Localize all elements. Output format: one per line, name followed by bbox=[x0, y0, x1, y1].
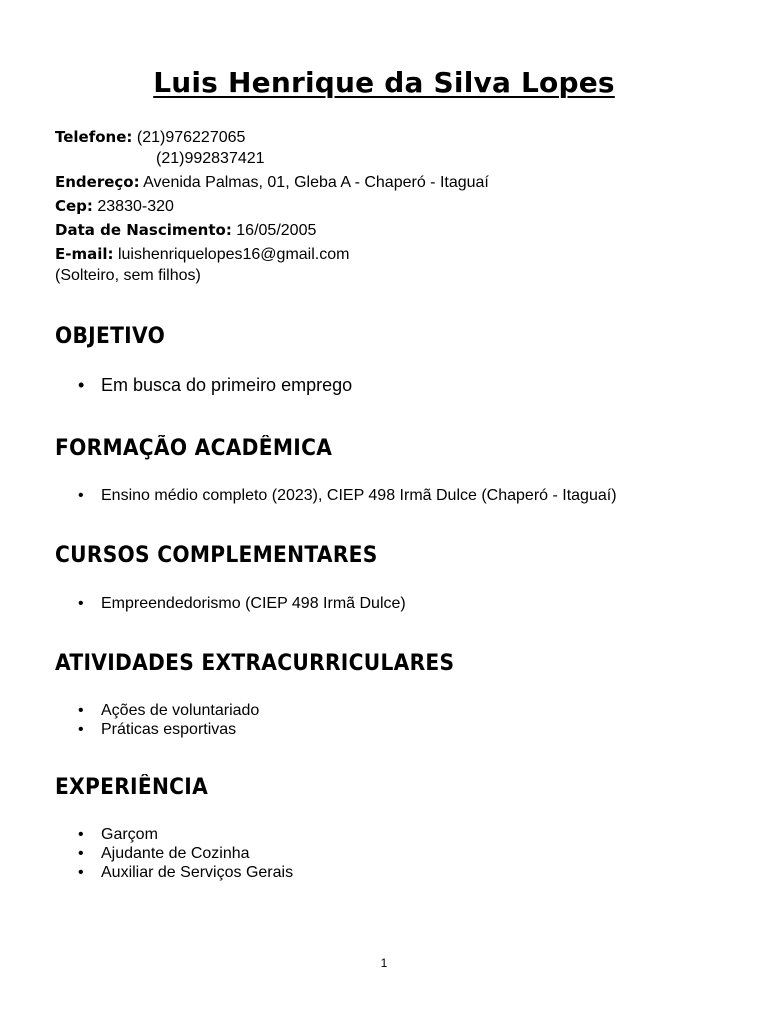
phone-value-1: (21)976227065 bbox=[136, 129, 246, 146]
list-item bbox=[78, 844, 293, 863]
address-value: Avenida Palmas, 01, Gleba A - Chaperó - Itaguaí bbox=[143, 174, 489, 191]
formacao-list bbox=[78, 486, 617, 505]
section-heading-cursos: CURSOS COMPLEMENTARES bbox=[55, 543, 378, 568]
resume-name bbox=[0, 66, 768, 99]
birth-label: Data de Nascimento: bbox=[55, 221, 232, 239]
contact-block bbox=[55, 127, 489, 286]
list-item-text: Em busca do primeiro emprego bbox=[101, 375, 353, 395]
list-item bbox=[78, 701, 259, 720]
list-item bbox=[78, 594, 406, 613]
cursos-list bbox=[78, 594, 406, 613]
cep-value: 23830-320 bbox=[97, 198, 174, 215]
cep-label: Cep: bbox=[55, 197, 93, 215]
bullet-icon: • bbox=[78, 702, 84, 719]
list-item bbox=[78, 863, 293, 882]
email-value[interactable]: luishenriquelopes16@gmail.com bbox=[117, 246, 350, 263]
marital-status: (Solteiro, sem filhos) bbox=[55, 267, 201, 284]
address-label: Endereço: bbox=[55, 173, 140, 191]
phone-row bbox=[55, 127, 489, 148]
bullet-icon: • bbox=[78, 375, 85, 395]
birth-row bbox=[55, 220, 489, 241]
list-item bbox=[78, 374, 352, 396]
list-item-text: Ensino médio completo (2023), CIEP 498 Irmã Dulce (Chaperó - Itaguaí) bbox=[101, 487, 617, 504]
list-item-text: Empreendedorismo (CIEP 498 Irmã Dulce) bbox=[101, 595, 406, 612]
list-item-text: Práticas esportivas bbox=[101, 721, 237, 738]
bullet-icon: • bbox=[78, 487, 84, 504]
experiencia-list bbox=[78, 825, 293, 882]
section-heading-atividades: ATIVIDADES EXTRACURRICULARES bbox=[55, 651, 455, 676]
list-item-text: Ajudante de Cozinha bbox=[101, 845, 250, 862]
list-item bbox=[78, 720, 259, 739]
cep-row bbox=[55, 196, 489, 217]
bullet-icon: • bbox=[78, 864, 84, 881]
bullet-icon: • bbox=[78, 595, 84, 612]
bullet-icon: • bbox=[78, 721, 84, 738]
email-row bbox=[55, 244, 489, 265]
bullet-icon: • bbox=[78, 826, 84, 843]
birth-value: 16/05/2005 bbox=[236, 222, 317, 239]
phone-label: Telefone: bbox=[55, 128, 133, 146]
section-heading-formacao: FORMAÇÃO ACADÊMICA bbox=[55, 436, 333, 461]
objetivo-list bbox=[78, 374, 352, 396]
resume-name-text: Luis Henrique da Silva Lopes bbox=[153, 66, 615, 99]
email-label: E-mail: bbox=[55, 245, 114, 263]
list-item bbox=[78, 825, 293, 844]
section-heading-experiencia: EXPERIÊNCIA bbox=[55, 775, 209, 800]
atividades-list bbox=[78, 701, 259, 739]
page-number: 1 bbox=[380, 956, 388, 970]
marital-row bbox=[55, 265, 489, 286]
address-row bbox=[55, 172, 489, 193]
list-item-text: Garçom bbox=[101, 826, 158, 843]
list-item bbox=[78, 486, 617, 505]
section-heading-objetivo: OBJETIVO bbox=[55, 324, 166, 349]
list-item-text: Ações de voluntariado bbox=[101, 702, 260, 719]
phone-row-2 bbox=[55, 148, 489, 169]
list-item-text: Auxiliar de Serviços Gerais bbox=[101, 864, 294, 881]
bullet-icon: • bbox=[78, 845, 84, 862]
phone-value-2: (21)992837421 bbox=[156, 150, 265, 167]
